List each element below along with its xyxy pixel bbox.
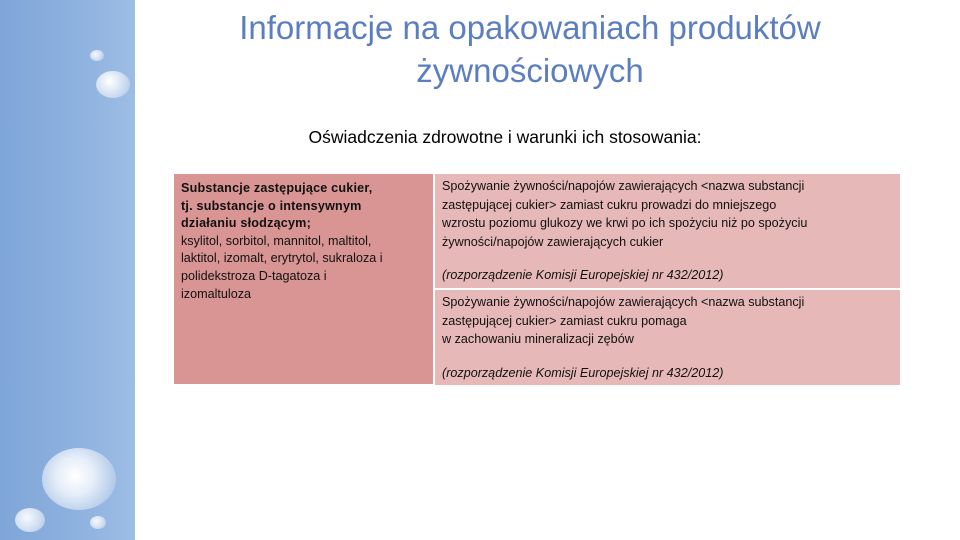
bubble-decoration xyxy=(90,516,106,529)
list-line: polidekstroza D-tagatoza i xyxy=(181,268,327,283)
claim-line: Spożywanie żywności/napojów zawierających <nazwa substancji xyxy=(442,179,805,193)
bubble-decoration xyxy=(96,71,130,98)
slide-title xyxy=(180,6,880,92)
claim-line: zastępującej cukier> zamiast cukru prowadzi do mniejszego xyxy=(442,197,777,212)
substances-heading xyxy=(181,180,427,233)
heading-line: tj. substancje o intensywnym xyxy=(181,198,362,213)
claim-box-teeth xyxy=(435,290,900,385)
bubble-decoration xyxy=(15,508,45,532)
substances-list xyxy=(181,233,427,303)
claim-text xyxy=(442,293,894,349)
claim-line: wzrostu poziomu glukozy we krwi po ich spożyciu niż po spożyciu xyxy=(442,216,808,230)
list-line: ksylitol, sorbitol, mannitol, maltitol, xyxy=(181,233,372,248)
bubble-decoration xyxy=(90,50,104,61)
slide-title-line: żywnościowych xyxy=(416,52,644,89)
decorative-side-band xyxy=(0,0,135,540)
heading-line: działaniu słodzącym; xyxy=(181,216,311,231)
regulation-reference: (rozporządzenie Komisji Europejskiej nr 432/2012) xyxy=(442,366,724,380)
claim-line: Spożywanie żywności/napojów zawierających <nazwa substancji xyxy=(442,295,805,309)
bubble-decoration xyxy=(42,448,116,510)
claim-box-glucose xyxy=(435,174,900,288)
claim-line: żywności/napojów zawierających cukier xyxy=(442,234,664,249)
claim-line: zastępującej cukier> zamiast cukru pomaga xyxy=(442,313,687,328)
substances-box xyxy=(174,174,433,384)
slide-subtitle: Oświadczenia zdrowotne i warunki ich stosowania: xyxy=(308,127,702,147)
regulation-reference: (rozporządzenie Komisji Europejskiej nr 432/2012) xyxy=(442,268,724,282)
list-line: izomaltuloza xyxy=(181,286,251,301)
heading-line: Substancje zastępujące cukier, xyxy=(181,181,373,195)
claim-text xyxy=(442,177,894,251)
list-line: laktitol, izomalt, erytrytol, sukraloza i xyxy=(181,251,383,266)
claim-line: w zachowaniu mineralizacji zębów xyxy=(442,332,634,346)
slide-title-line: Informacje na opakowaniach produktów xyxy=(239,9,821,46)
